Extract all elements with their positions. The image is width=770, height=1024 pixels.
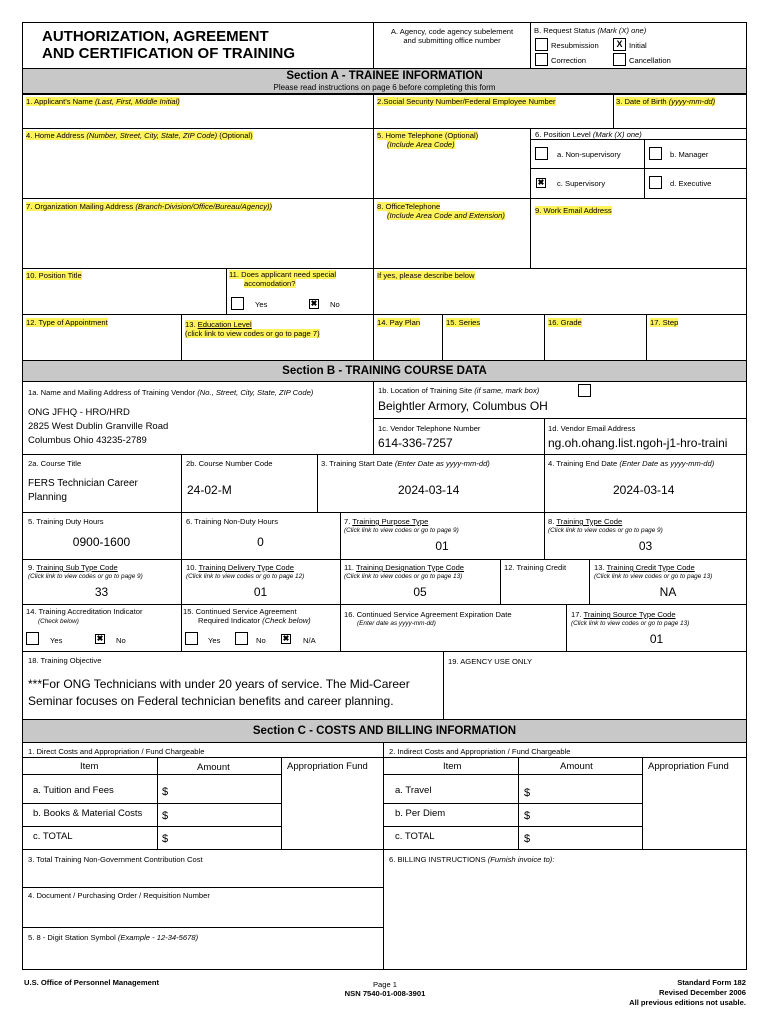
tuition-dollar[interactable]: $ xyxy=(162,786,169,798)
vendor-name-label: 1a. Name and Mailing Address of Training Vendor (No., Street, City, State, ZIP Code) xyxy=(28,388,314,397)
indirect-fund-header: Appropriation Fund xyxy=(648,761,729,772)
initial-checkbox[interactable]: X xyxy=(613,38,626,51)
section-b-header xyxy=(23,360,746,382)
org-mailing-address-label: 7. Organization Mailing Address (Branch-Division/Office/Bureau/Agency)) xyxy=(26,202,273,211)
csa-na-checkbox[interactable]: ✖ xyxy=(282,634,290,643)
course-title-label: 2a. Course Title xyxy=(28,459,82,468)
purpose-type-value[interactable]: 01 xyxy=(435,539,449,553)
source-type-label: 17. Training Source Type Code xyxy=(571,610,676,619)
section-c-header xyxy=(23,719,746,743)
non-duty-hours-label: 6. Training Non-Duty Hours xyxy=(186,517,279,526)
executive-label: d. Executive xyxy=(670,179,712,188)
applicant-name-label: 1. Applicant's Name (Last, First, Middle Initial) xyxy=(26,97,180,106)
sub-type-hint: (Click link to view codes or go to page 9) xyxy=(28,573,143,580)
end-date-value[interactable]: 2024-03-14 xyxy=(613,483,675,497)
designation-type-hint: (Click link to view codes or go to page 13) xyxy=(344,573,463,580)
per-diem-label: b. Per Diem xyxy=(395,808,446,819)
accommodation-no-label: No xyxy=(330,300,340,309)
accreditation-no-checkbox[interactable]: ✖ xyxy=(96,634,104,643)
supervisory-checkbox[interactable]: ✖ xyxy=(537,178,545,187)
source-type-hint: (Click link to view codes or go to page 13) xyxy=(571,620,690,627)
document-number-label: 4. Document / Purchasing Order / Requisition Number xyxy=(28,891,210,900)
accommodation-describe-label: If yes, please describe below xyxy=(377,271,475,280)
correction-label: Correction xyxy=(551,56,587,65)
section-a-title: Section A - TRAINEE INFORMATION xyxy=(286,70,483,82)
course-number-value[interactable]: 24-02-M xyxy=(187,483,232,497)
accreditation-yes-checkbox[interactable] xyxy=(26,632,39,645)
per-diem-dollar[interactable]: $ xyxy=(524,810,531,822)
education-level-link[interactable]: Education Level xyxy=(197,320,252,329)
travel-dollar[interactable]: $ xyxy=(524,787,531,799)
accommodation-label: 11. Does applicant need special accomodation? xyxy=(229,270,337,288)
request-status-label: B. Request Status (Mark (X) one) xyxy=(534,26,647,35)
credit-type-link[interactable]: Training Credit Type Code xyxy=(606,563,695,572)
ssn-label: 2.Social Security Number/Federal Employee Number xyxy=(377,97,556,106)
direct-item-header: Item xyxy=(80,761,99,772)
credit-type-value[interactable]: NA xyxy=(659,585,677,599)
section-a-subtitle: Please read instructions on page 6 before completing this form xyxy=(273,83,496,92)
indirect-amount-header: Amount xyxy=(560,761,593,772)
indirect-total-label: c. TOTAL xyxy=(395,831,435,842)
form-title xyxy=(42,28,295,62)
accreditation-yes-label: Yes xyxy=(50,636,63,645)
non-supervisory-label: a. Non-supervisory xyxy=(557,150,621,159)
duty-hours-value[interactable]: 0900-1600 xyxy=(72,535,131,549)
duty-hours-label: 5. Training Duty Hours xyxy=(28,517,104,526)
vendor-address xyxy=(28,406,168,448)
training-type-link[interactable]: Training Type Code xyxy=(556,517,623,526)
csa-yes-label: Yes xyxy=(208,636,221,645)
manager-checkbox[interactable] xyxy=(649,147,662,160)
course-title-value[interactable]: FERS Technician Career Planning xyxy=(28,478,138,503)
correction-checkbox[interactable] xyxy=(535,53,548,66)
accommodation-yes-label: Yes xyxy=(255,300,268,309)
csa-no-checkbox[interactable] xyxy=(235,632,248,645)
indirect-costs-label: 2. Indirect Costs and Appropriation / Fund Chargeable xyxy=(389,747,571,756)
purpose-type-link[interactable]: Training Purpose Type xyxy=(352,517,429,526)
training-site-label: 1b. Location of Training Site (if same, mark box) xyxy=(378,386,540,395)
section-c-title: Section C - COSTS AND BILLING INFORMATION xyxy=(252,725,517,737)
footer-form-info: Standard Form 182 Revised December 2006 All previous editions not usable. xyxy=(629,978,746,1007)
delivery-type-link[interactable]: Training Delivery Type Code xyxy=(198,563,294,572)
credit-type-label: 13. Training Credit Type Code xyxy=(594,563,695,572)
accreditation-no-label: No xyxy=(116,636,126,645)
books-label: b. Books & Material Costs xyxy=(33,808,143,819)
start-date-value[interactable]: 2024-03-14 xyxy=(398,483,460,497)
same-site-checkbox[interactable] xyxy=(578,384,591,397)
supervisory-label: c. Supervisory xyxy=(557,179,606,188)
sub-type-label: 9. Training Sub Type Code xyxy=(28,563,118,572)
delivery-type-hint: (Click link to view codes or go to page 12) xyxy=(186,573,305,580)
purpose-type-label: 7. Training Purpose Type xyxy=(344,517,429,526)
series-label: 15. Series xyxy=(446,318,481,327)
home-address-label: 4. Home Address (Number, Street, City, State, ZIP Code) (Optional) xyxy=(26,131,253,140)
work-email-label: 9. Work Email Address xyxy=(535,206,612,215)
step-label: 17. Step xyxy=(650,318,679,327)
designation-type-label: 11. Training Designation Type Code xyxy=(344,563,465,572)
csa-expiration-label: 16. Continued Service Agreement Expiration Date xyxy=(344,610,512,619)
csa-no-label: No xyxy=(256,636,266,645)
section-a-header xyxy=(23,68,746,94)
non-duty-hours-value[interactable]: 0 xyxy=(257,535,264,549)
initial-label: Initial xyxy=(629,41,647,50)
vendor-email-label: 1d. Vendor Email Address xyxy=(548,424,636,433)
pay-plan-label: 14. Pay Plan xyxy=(377,318,421,327)
vendor-telephone-label: 1c. Vendor Telephone Number xyxy=(378,424,481,433)
training-type-value[interactable]: 03 xyxy=(638,539,653,553)
section-b-title: Section B - TRAINING COURSE DATA xyxy=(282,365,487,377)
training-type-hint: (Click link to view codes or go to page 9) xyxy=(548,527,663,534)
csa-expiration-hint: (Enter date as yyyy-mm-dd) xyxy=(357,620,436,627)
training-objective-label: 18. Training Objective xyxy=(28,656,102,665)
vendor-line-1: ONG JFHQ - HRO/HRD xyxy=(28,407,130,418)
footer-agency: U.S. Office of Personnel Management xyxy=(24,978,160,987)
station-symbol-label: 5. 8 - Digit Station Symbol (Example - 12-34-5678) xyxy=(28,933,199,942)
direct-costs-label: 1. Direct Costs and Appropriation / Fund Chargeable xyxy=(28,747,205,756)
direct-total-label: c. TOTAL xyxy=(33,831,73,842)
books-dollar[interactable]: $ xyxy=(162,810,169,822)
delivery-type-label: 10. Training Delivery Type Code xyxy=(186,563,294,572)
accommodation-yes-checkbox[interactable] xyxy=(231,297,244,310)
non-supervisory-checkbox[interactable] xyxy=(535,147,548,160)
footer-page: Page 1 NSN 7540-01-008-3901 xyxy=(344,980,426,998)
direct-total-dollar[interactable]: $ xyxy=(162,833,169,845)
travel-label: a. Travel xyxy=(395,785,432,796)
accreditation-hint: (Check below) xyxy=(38,618,79,625)
dob-label: 3. Date of Birth (yyyy-mm-dd) xyxy=(616,97,716,106)
billing-instructions-label: 6. BILLING INSTRUCTIONS (Furnish invoice to): xyxy=(389,855,555,864)
training-objective-value[interactable]: ***For ONG Technicians with under 20 years of service. The Mid-Career Seminar focuses on Federal technician benefits and career planning. xyxy=(28,677,410,708)
cancellation-checkbox[interactable] xyxy=(613,53,626,66)
source-type-value[interactable]: 01 xyxy=(649,632,664,646)
manager-label: b. Manager xyxy=(670,150,709,159)
direct-fund-header: Appropriation Fund xyxy=(287,761,368,772)
purpose-type-hint: (Click link to view codes or go to page 9) xyxy=(344,527,459,534)
home-telephone-label: 5. Home Telephone (Optional) (Include Area Code) xyxy=(377,131,479,149)
csa-na-label: N/A xyxy=(303,636,316,645)
executive-checkbox[interactable] xyxy=(649,176,662,189)
education-level-label: 13. Education Level (click link to view codes or go to page 7) xyxy=(185,320,320,338)
training-site-value[interactable]: Beightler Armory, Columbus OH xyxy=(378,399,548,413)
training-type-label: 8. Training Type Code xyxy=(548,517,623,526)
accommodation-no-checkbox[interactable]: ✖ xyxy=(310,299,318,308)
vendor-telephone-value[interactable]: 614-336-7257 xyxy=(378,436,453,450)
resubmission-checkbox[interactable] xyxy=(535,38,548,51)
delivery-type-value[interactable]: 01 xyxy=(253,585,268,599)
resubmission-label: Resubmission xyxy=(551,41,599,50)
sub-type-value[interactable]: 33 xyxy=(94,585,109,599)
agency-use-label: 19. AGENCY USE ONLY xyxy=(448,657,533,666)
end-date-label: 4. Training End Date (Enter Date as yyyy-mm-dd) xyxy=(548,459,715,468)
direct-amount-header: Amount xyxy=(197,762,230,773)
office-telephone-label: 8. OfficeTelephone (Include Area Code and Extension) xyxy=(377,202,505,220)
csa-required-label: 15. Continued Service Agreement Required Indicator (Check below) xyxy=(183,607,311,625)
vendor-email-value[interactable]: ng.oh.ohang.list.ngoh-j1-hro-traini xyxy=(548,436,728,450)
title-line-1: AUTHORIZATION, AGREEMENT xyxy=(42,28,269,45)
indirect-item-header: Item xyxy=(443,761,462,772)
tuition-label: a. Tuition and Fees xyxy=(33,785,114,796)
course-number-label: 2b. Course Number Code xyxy=(186,459,273,468)
sub-type-link[interactable]: Training Sub Type Code xyxy=(36,563,118,572)
start-date-label: 3. Training Start Date (Enter Date as yyyy-mm-dd) xyxy=(321,459,490,468)
accreditation-label: 14. Training Accreditation Indicator xyxy=(26,607,143,616)
grade-label: 16. Grade xyxy=(548,318,582,327)
agency-label: A. Agency, code agency subelement and submitting office number xyxy=(390,27,514,45)
non-gov-contribution-label: 3. Total Training Non-Government Contribution Cost xyxy=(28,855,203,864)
indirect-total-dollar[interactable]: $ xyxy=(524,833,531,845)
csa-yes-checkbox[interactable] xyxy=(185,632,198,645)
source-type-link[interactable]: Training Source Type Code xyxy=(583,610,676,619)
designation-type-link[interactable]: Training Designation Type Code xyxy=(355,563,465,572)
vendor-line-3: Columbus Ohio 43235-2789 xyxy=(28,435,147,446)
position-title-label: 10. Position Title xyxy=(26,271,82,280)
title-line-2: AND CERTIFICATION OF TRAINING xyxy=(42,45,296,62)
appointment-type-label: 12. Type of Appointment xyxy=(26,318,108,327)
cancellation-label: Cancellation xyxy=(629,56,671,65)
vendor-line-2: 2825 West Dublin Granville Road xyxy=(28,421,169,432)
designation-type-value[interactable]: 05 xyxy=(413,585,427,599)
training-credit-label: 12. Training Credit xyxy=(504,563,567,572)
position-level-label: 6. Position Level (Mark (X) one) xyxy=(535,130,642,139)
credit-type-hint: (Click link to view codes or go to page 13) xyxy=(594,573,713,580)
